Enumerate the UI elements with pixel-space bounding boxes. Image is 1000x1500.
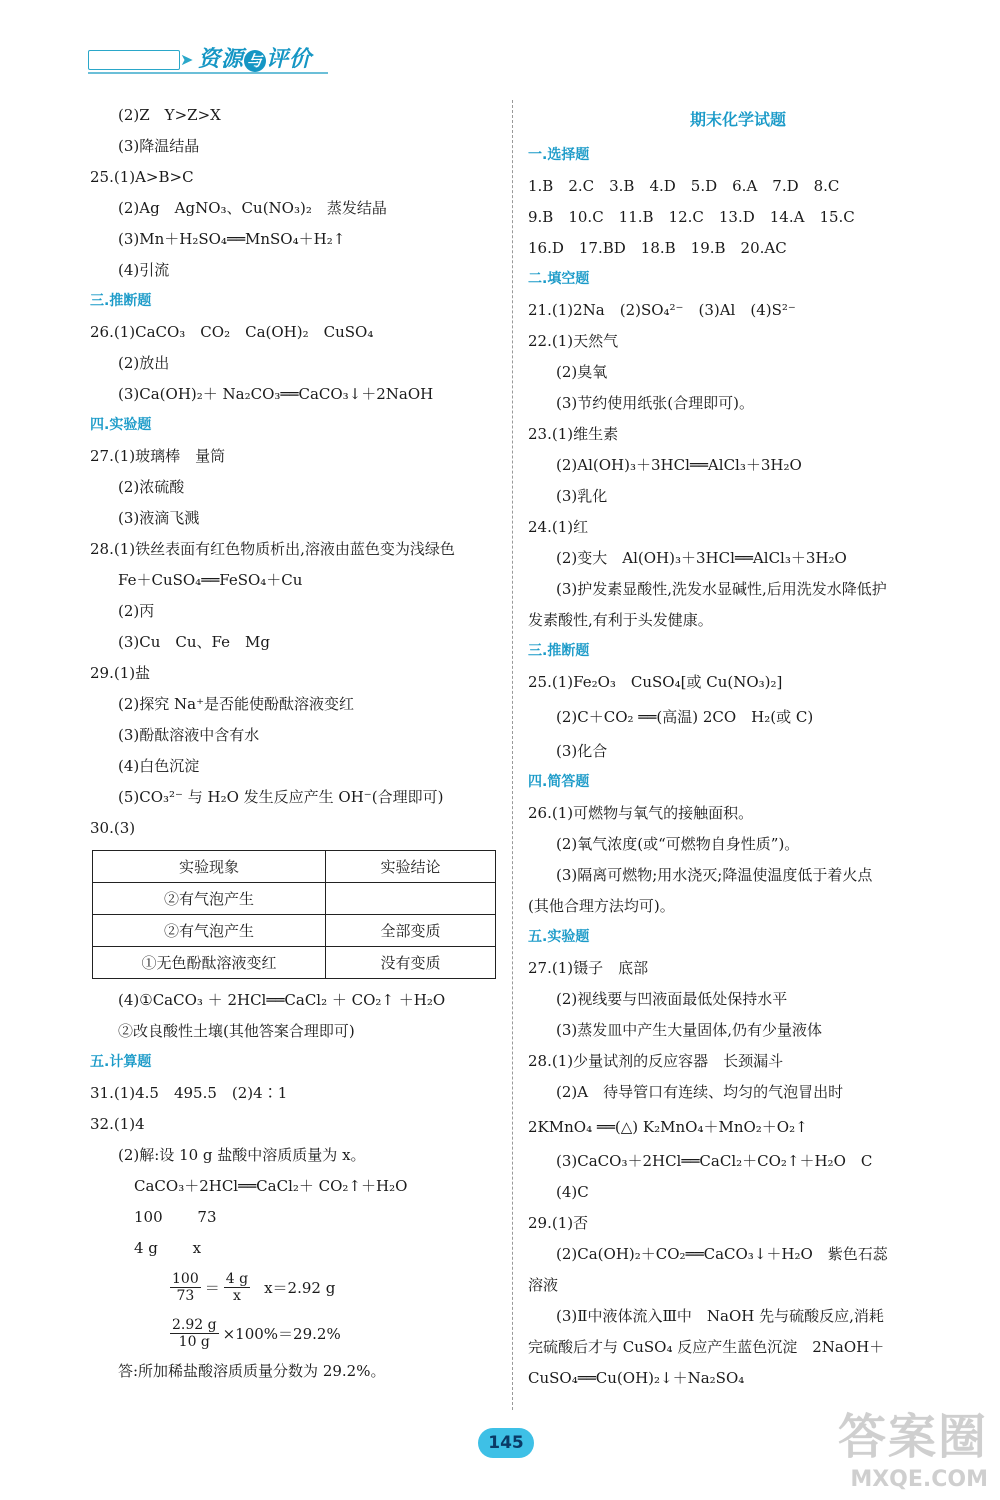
answer-line: 25.(1)Fe₂O₃ CuSO₄[或 Cu(NO₃)₂]: [528, 673, 783, 691]
answer-line: (2)Ag AgNO₃、Cu(NO₃)₂ 蒸发结晶: [118, 199, 387, 217]
fraction-denominator: 73: [176, 1287, 195, 1304]
answer-line: 28.(1)铁丝表面有红色物质析出,溶液由蓝色变为浅绿色: [90, 540, 455, 558]
answer-line: 24.(1)红: [528, 518, 589, 536]
answer-line: (3)液滴飞溅: [118, 509, 200, 527]
answer-line: (2)Z Y>Z>X: [118, 106, 221, 124]
section-heading: 五.实验题: [528, 929, 590, 945]
page-header: [88, 40, 338, 78]
page-number: 145: [478, 1428, 534, 1458]
column-divider: [512, 100, 513, 1410]
watermark: [838, 1398, 988, 1492]
answer-line: (2)变大 Al(OH)₃＋3HCl══AlCl₃＋3H₂O: [556, 549, 847, 567]
arrow-icon: ➤: [180, 50, 194, 69]
table-row: [93, 883, 496, 915]
left-column: [90, 100, 500, 1387]
watermark-logo-text: 答案圈: [837, 1409, 988, 1465]
answer-line: (2)解:设 10 g 盐酸中溶质质量为 x。: [118, 1146, 366, 1164]
answer-line: 答:所加稀盐酸溶质质量分数为 29.2%。: [118, 1362, 386, 1380]
answer-line: (3)CaCO₃＋2HCl══CaCl₂＋CO₂↑＋H₂O C: [556, 1152, 873, 1170]
table-cell: ②有气泡产生: [93, 883, 326, 915]
section-heading: 一.选择题: [528, 147, 590, 163]
fraction-numerator: 2.92 g: [172, 1316, 217, 1333]
table-row: [93, 915, 496, 947]
answer-line: 26.(1)CaCO₃ CO₂ Ca(OH)₂ CuSO₄: [90, 323, 374, 341]
answer-line: CaCO₃＋2HCl══CaCl₂＋ CO₂↑＋H₂O: [134, 1177, 408, 1195]
answer-line: (3)节约使用纸张(合理即可)。: [556, 394, 754, 412]
answer-line: CuSO₄══Cu(OH)₂↓＋Na₂SO₄: [528, 1369, 745, 1387]
answer-line: (2)Ca(OH)₂＋CO₂══CaCO₃↓＋H₂O 紫色石蕊: [556, 1245, 888, 1263]
equation-result: ×100%＝29.2%: [222, 1324, 341, 1343]
answer-line: ②改良酸性土壤(其他答案合理即可): [118, 1022, 355, 1040]
answer-line: 溶液: [528, 1276, 559, 1294]
answer-line: (2)探究 Na⁺是否能使酚酞溶液变红: [118, 695, 355, 713]
section-heading: 三.推断题: [90, 293, 152, 309]
answer-line: 27.(1)镊子 底部: [528, 959, 649, 977]
answer-line: 16.D 17.BD 18.B 19.B 20.AC: [528, 239, 787, 257]
answer-line: Fe＋CuSO₄══FeSO₄＋Cu: [118, 571, 303, 589]
answer-line: 100 73: [134, 1208, 217, 1226]
fraction: [224, 1271, 250, 1304]
answer-line: (4)白色沉淀: [118, 757, 200, 775]
answer-line: (2)Al(OH)₃＋3HCl══AlCl₃＋3H₂O: [556, 456, 802, 474]
answer-line: (2)丙: [118, 602, 155, 620]
answer-line: 27.(1)玻璃棒 量筒: [90, 447, 226, 465]
table-cell: ②有气泡产生: [93, 915, 326, 947]
answer-line: (其他合理方法均可)。: [528, 897, 675, 915]
answer-line: (3)护发素显酸性,洗发水显碱性,后用洗发水降低护: [556, 580, 887, 598]
answer-line: (3)蒸发皿中产生大量固体,仍有少量液体: [556, 1021, 823, 1039]
table-row: [93, 947, 496, 979]
answer-line: (2)放出: [118, 354, 170, 372]
answer-line: (2)氧气浓度(或“可燃物自身性质”)。: [556, 835, 800, 853]
answer-line: 2KMnO₄ ══(△) K₂MnO₄＋MnO₂＋O₂↑: [528, 1118, 808, 1136]
table-header-cell: 实验现象: [93, 851, 326, 883]
answer-line: 29.(1)盐: [90, 664, 151, 682]
results-table: [92, 850, 496, 979]
fraction-denominator: x: [232, 1287, 241, 1304]
table-cell: ①无色酚酞溶液变红: [93, 947, 326, 979]
answer-line: 30.(3): [90, 819, 136, 837]
right-column: [528, 100, 948, 1394]
answer-line: 1.B 2.C 3.B 4.D 5.D 6.A 7.D 8.C: [528, 177, 840, 195]
fraction: [170, 1317, 219, 1350]
header-underline: [88, 72, 328, 74]
answer-line: (5)CO₃²⁻ 与 H₂O 发生反应产生 OH⁻(合理即可): [118, 788, 444, 806]
fraction-numerator: 4 g: [225, 1270, 249, 1287]
answer-line: 25.(1)A>B>C: [90, 168, 194, 186]
header-title: 资源 与 评价: [198, 47, 313, 72]
answer-line: (3)酚酞溶液中含有水: [118, 726, 260, 744]
answer-line: (2)臭氧: [556, 363, 608, 381]
answer-line: 22.(1)天然气: [528, 332, 619, 350]
answer-line: (4)C: [556, 1183, 589, 1201]
fraction-equation: [90, 1264, 500, 1310]
answer-line: 21.(1)2Na (2)SO₄²⁻ (3)Al (4)S²⁻: [528, 301, 796, 319]
section-heading: 五.计算题: [90, 1054, 152, 1070]
answer-line: 31.(1)4.5 495.5 (2)4∶1: [90, 1084, 288, 1102]
answer-line: 29.(1)否: [528, 1214, 589, 1232]
answer-line: (4)①CaCO₃ ＋ 2HCl══CaCl₂ ＋ CO₂↑ ＋H₂O: [118, 991, 446, 1009]
fraction-equation: [90, 1310, 500, 1356]
fraction-denominator: 10 g: [178, 1333, 210, 1350]
table-header-row: [93, 851, 496, 883]
answer-line: (3)Cu Cu、Fe Mg: [118, 633, 270, 651]
answer-line: 4 g x: [134, 1239, 202, 1257]
watermark-url: MXQE.COM: [850, 1467, 988, 1492]
fraction-numerator: 100: [172, 1270, 199, 1287]
section-heading: 四.简答题: [528, 774, 590, 790]
answer-line: (3)降温结晶: [118, 137, 200, 155]
answer-line: (3)乳化: [556, 487, 608, 505]
answer-line: 28.(1)少量试剂的反应容器 长颈漏斗: [528, 1052, 784, 1070]
answer-line: (3)隔离可燃物;用水浇灭;降温使温度低于着火点: [556, 866, 873, 884]
header-bar: [88, 50, 180, 70]
answer-line: 32.(1)4: [90, 1115, 145, 1133]
table-cell: 全部变质: [326, 915, 496, 947]
answer-line: (3)Ⅱ中液体流入Ⅲ中 NaOH 先与硫酸反应,消耗: [556, 1307, 884, 1325]
equation-result: x＝2.92 g: [264, 1278, 336, 1297]
table-cell: [326, 883, 496, 915]
exam-title: 期末化学试题: [689, 110, 786, 129]
section-heading: 二.填空题: [528, 271, 590, 287]
section-heading: 四.实验题: [90, 417, 152, 433]
answer-line: 23.(1)维生素: [528, 425, 619, 443]
answer-line: 9.B 10.C 11.B 12.C 13.D 14.A 15.C: [528, 208, 855, 226]
answer-line: (2)视线要与凹液面最低处保持水平: [556, 990, 788, 1008]
table-cell: 没有变质: [326, 947, 496, 979]
fraction: [170, 1271, 201, 1304]
table-header-cell: 实验结论: [326, 851, 496, 883]
answer-line: (2)C＋CO₂ ══(高温) 2CO H₂(或 C): [556, 708, 814, 726]
section-heading: 三.推断题: [528, 643, 590, 659]
answer-line: (3)Ca(OH)₂＋ Na₂CO₃══CaCO₃↓＋2NaOH: [118, 385, 434, 403]
equals-sign: ＝: [204, 1278, 220, 1297]
answer-line: (2)浓硫酸: [118, 478, 185, 496]
answer-line: (4)引流: [118, 261, 170, 279]
answer-line: (3)化合: [556, 742, 608, 760]
answer-line: 26.(1)可燃物与氧气的接触面积。: [528, 804, 754, 822]
answer-line: (3)Mn＋H₂SO₄══MnSO₄＋H₂↑: [118, 230, 346, 248]
answer-line: 发素酸性,有利于头发健康。: [528, 611, 713, 629]
answer-line: (2)A 待导管口有连续、均匀的气泡冒出时: [556, 1083, 844, 1101]
answer-line: 完硫酸后才与 CuSO₄ 反应产生蓝色沉淀 2NaOH＋: [528, 1338, 885, 1356]
